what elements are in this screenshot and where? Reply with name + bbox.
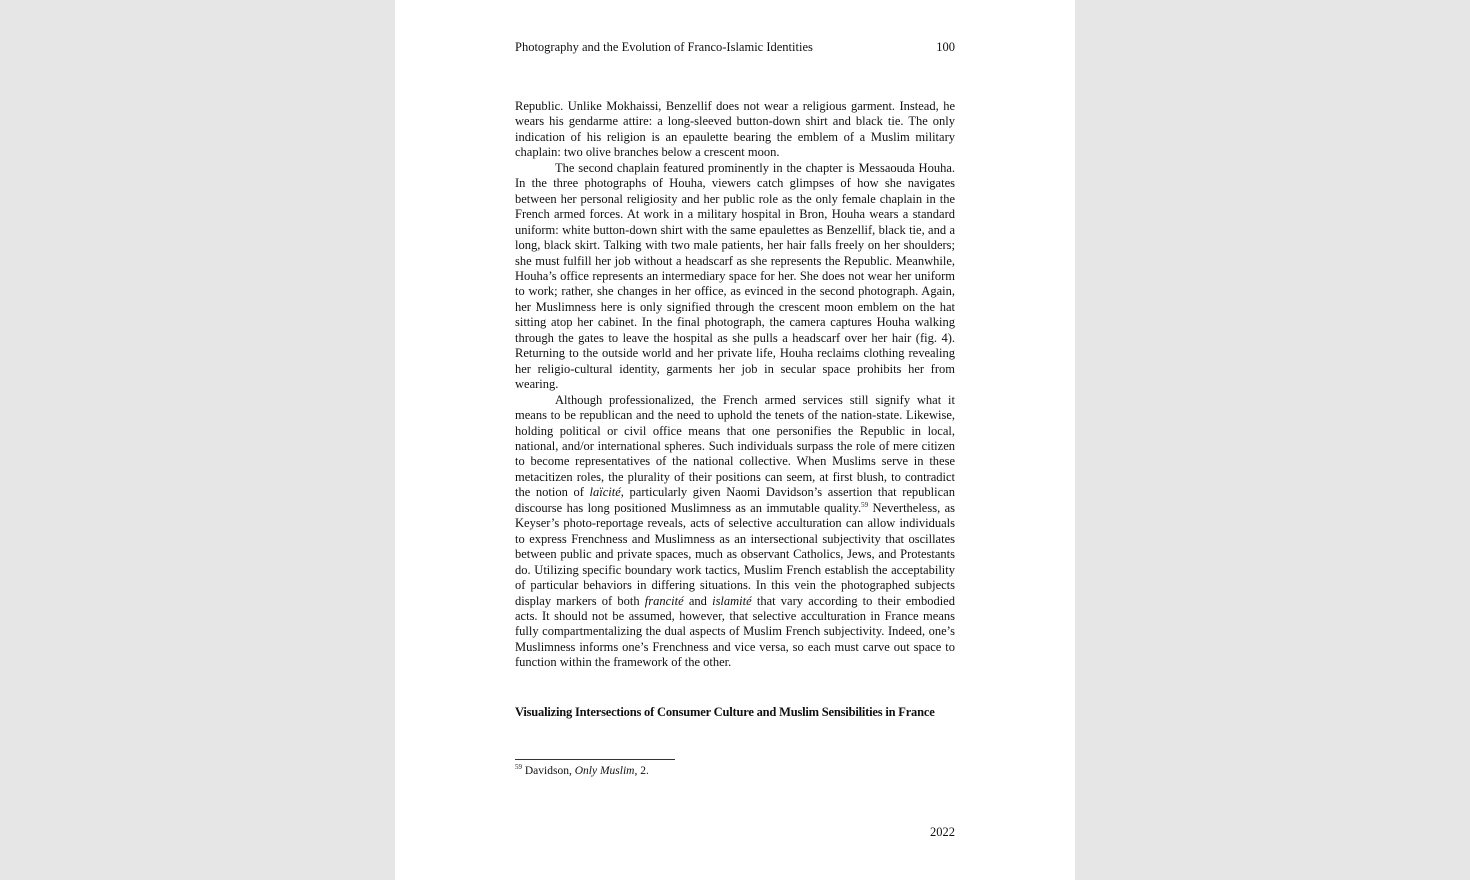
section-heading: Visualizing Intersections of Consumer Culture and Muslim Sensibilities in France — [515, 705, 935, 719]
paragraph-3-part-d: that vary according to their embodied acts. It should not be assumed, however, that selective acculturation in France means fully compartmentalizing the dual aspects of Muslim French subjectivity. Indeed, one’s Muslimness informs one’s Frenchness and vice versa, so each must carve out space to function within the framework of the other. — [515, 593, 955, 670]
paragraph-3-and: and — [683, 593, 713, 608]
document-page — [395, 0, 1075, 880]
paragraph-3-part-a: Although professionalized, the French armed services still signify what it means to be republican and the need to uphold the tenets of the nation-state. Likewise, holding political or civil office means that one personifies the Republic in local, national, and/or international spheres. Such individuals surpass the role of mere citizen to become representatives of the national collective. When Muslims serve in these metacitizen roles, the plurality of their positions can seem, at first blush, to contradict the notion of — [515, 392, 955, 500]
paragraph-3-part-c: Nevertheless, as Keyser’s photo-reportage reveals, acts of selective acculturation can allow individuals to express Frenchness and Muslimness as an intersectional subjectivity that oscillates between public and private spaces, much as observant Catholics, Jews, and Protestants do. Utilizing specific boundary work tactics, Muslim French establish the acceptability of particular behaviors in differing situations. In this vein the photographed subjects display markers of both — [515, 500, 955, 608]
term-francite: francité — [644, 593, 684, 608]
paragraph-1: Republic. Unlike Mokhaissi, Benzellif does not wear a religious garment. Instead, he wears his gendarme attire: a long-sleeved button-down shirt and black tie. The only indication of his religion is an epaulette bearing the emblem of a Muslim military chaplain: two olive branches below a crescent moon. — [515, 99, 955, 160]
body-text — [515, 99, 955, 671]
footnote-title: Only Muslim — [574, 765, 635, 777]
term-islamite: islamité — [712, 593, 752, 608]
footer-year: 2022 — [930, 825, 955, 839]
footnote-number: 59 — [515, 763, 522, 772]
footnote-divider — [515, 759, 675, 760]
running-title: Photography and the Evolution of Franco-Islamic Identities — [515, 40, 813, 54]
footnote-author: Davidson, — [522, 765, 575, 777]
paragraph-2: The second chaplain featured prominently in the chapter is Messaouda Houha. In the three photographs of Houha, viewers catch glimpses of how she navigates between her personal religiosity and her public role as the only female chaplain in the French armed forces. At work in a military hospital in Bron, Houha wears a standard uniform: white button-down shirt with the same epaulettes as Benzellif, black tie, and a long, black skirt. Talking with two male patients, her hair falls freely on her shoulders; she must fulfill her job without a headscarf as she represents the Republic. Meanwhile, Houha’s office represents an intermediary space for her. She does not wear her uniform to work; rather, she changes in her office, as evinced in the second photograph. Again, her Muslimness here is only signified through the crescent moon emblem on the hat sitting atop her cabinet. In the final photograph, the camera captures Houha walking through the gates to leave the hospital as she pulls a headscarf over her hair (fig. 4). Returning to the outside world and her private life, Houha reclaims clothing revealing her religio-cultural identity, garments her job in secular space prohibits her from wearing. — [515, 160, 955, 392]
paragraph-3 — [515, 393, 955, 671]
running-head — [515, 39, 955, 55]
paragraph-3-part-b: , particularly given Naomi Davidson’s assertion that republican discourse has long positioned Muslimness as an immutable quality. — [515, 485, 955, 515]
term-laicite: laïcité — [589, 485, 621, 500]
footnote-reference: 59 — [861, 500, 869, 509]
footnote-pages: , 2. — [634, 765, 649, 777]
footnote — [515, 764, 955, 779]
page-number: 100 — [936, 40, 955, 54]
